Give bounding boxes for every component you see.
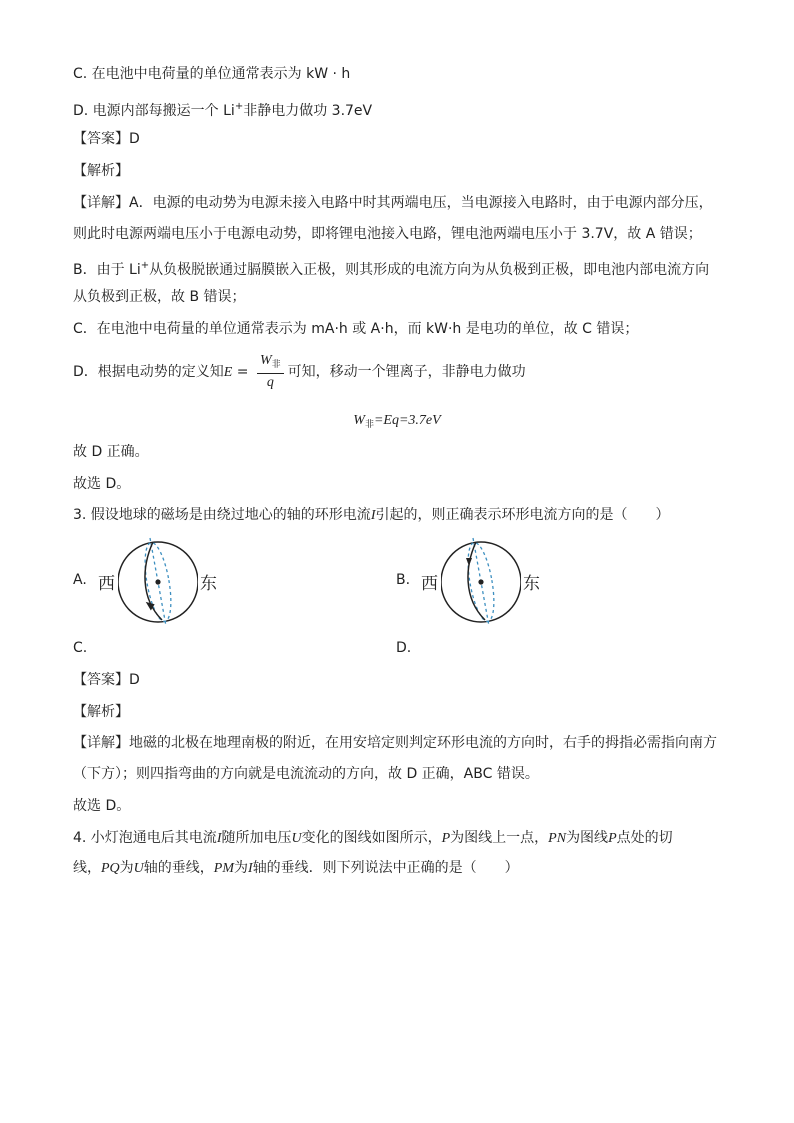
q2-conclusion: 故 D 正确。 — [73, 444, 149, 460]
q2-detail-b-2: 从负极到正极，故 B 错误； — [73, 289, 246, 305]
q2-option-d: D. 电源内部每搬运一个 Li+非静电力做功 3.7eV — [73, 101, 373, 119]
q4-stem-line-2: 线，PQ为U轴的垂线，PM为I轴的垂线．则下列说法中正确的是（ ） — [73, 860, 519, 876]
q3-detail-1: 【详解】地磁的北极在地理南极的附近，在用安培定则判定环形电流的方向时，右手的拇指必需指向南方 — [73, 735, 717, 751]
q3-option-a-figure — [118, 536, 198, 628]
q2-detail-a-2: 则此时电源两端电压小于电源电动势，即将锂电池接入电路，锂电池两端电压小于 3.7V，故 A 错误； — [73, 226, 702, 242]
q3-a-west-label: 西 — [98, 574, 115, 594]
q2-choose: 故选 D。 — [73, 476, 131, 492]
q4-stem-line-1: 4. 小灯泡通电后其电流I随所加电压U变化的图线如图所示，P为图线上一点，PN为图线P点处的切 — [73, 830, 673, 846]
q3-option-d-label: D. — [396, 640, 412, 656]
q3-option-c-label: C. — [73, 640, 88, 656]
q2-detail-b-1: B．由于 Li+从负极脱嵌通过膈膜嵌入正极，则其形成的电流方向为从负极到正极，即电池内部电流方向 — [73, 260, 710, 278]
q2-detail-a-1: 【详解】A．电源的电动势为电源未接入电路中时其两端电压，当电源接入电路时，由于电源内部分压， — [73, 195, 713, 211]
q3-analysis-label: 【解析】 — [73, 704, 129, 720]
earth-center-dot — [478, 579, 483, 584]
q3-b-west-label: 西 — [421, 574, 438, 594]
q2-option-c: C. 在电池中电荷量的单位通常表示为 kW · h — [73, 66, 351, 82]
q2-analysis-label: 【解析】 — [73, 163, 129, 179]
q2-detail-c: C．在电池中电荷量的单位通常表示为 mA·h 或 A·h，而 kW·h 是电功的单位，故 C 错误； — [73, 321, 639, 337]
earth-center-dot — [155, 579, 160, 584]
q3-b-east-label: 东 — [523, 574, 540, 594]
q3-detail-2: （下方）；则四指弯曲的方向就是电流流动的方向，故 D 正确，ABC 错误。 — [73, 766, 539, 782]
q3-option-b-figure — [441, 536, 521, 628]
q3-option-b-label: B. — [396, 572, 411, 588]
q3-a-east-label: 东 — [200, 574, 217, 594]
arrow-down-icon — [466, 558, 472, 566]
q3-answer: 【答案】D — [73, 672, 140, 688]
q2-answer: 【答案】D — [73, 131, 140, 147]
fraction-w-over-q: $\frac{W_非}{q}$ — [257, 352, 284, 392]
q2-formula: $W_非=Eq=3.7eV$ — [353, 413, 441, 430]
q3-stem: 3. 假设地球的磁场是由绕过地心的轴的环形电流I引起的，则正确表示环形电流方向的是（ ） — [73, 507, 670, 523]
q2-detail-d: D．根据电动势的定义知E = $\frac{W_非}{q}$ 可知，移动一个锂离子，非静电力做功 — [73, 353, 526, 390]
q3-choose: 故选 D。 — [73, 798, 131, 814]
q3-option-a-label: A. — [73, 572, 87, 588]
